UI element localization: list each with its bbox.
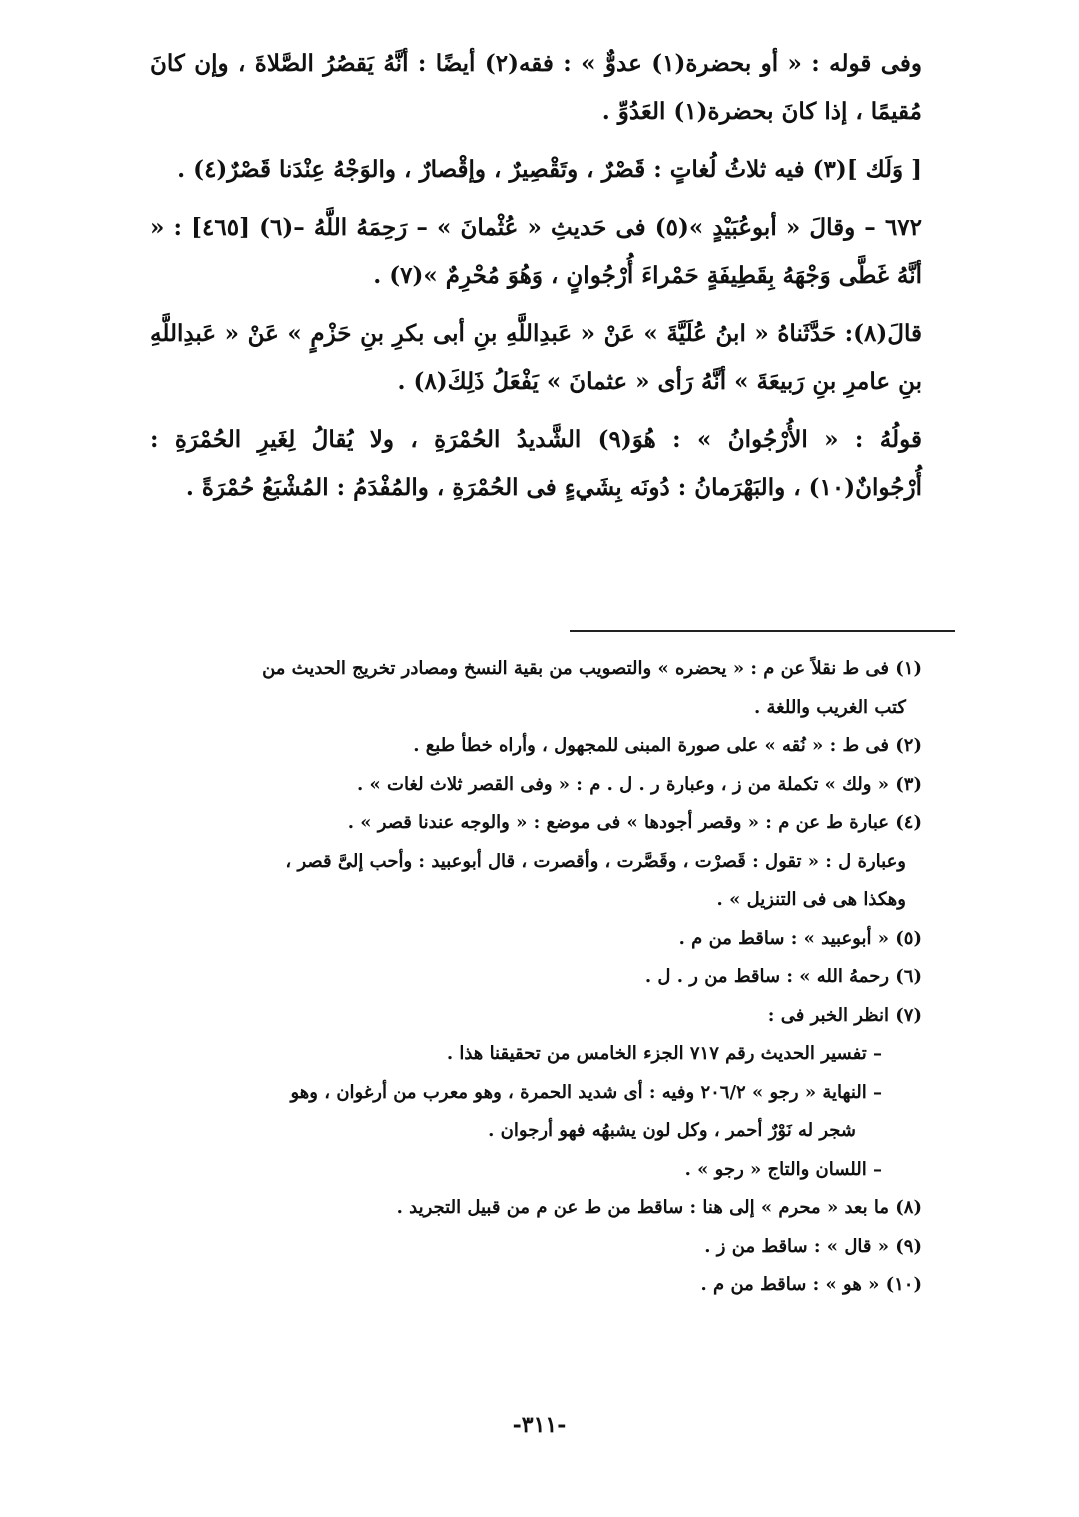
footnote-line: (٧) انظر الخبر فى : bbox=[767, 1004, 922, 1026]
footnote-line: (٩) « قال » : ساقط من ز . bbox=[704, 1235, 922, 1257]
footnote-line: (٥) « أبوعبيد » : ساقط من م . bbox=[678, 927, 922, 949]
footnote-line: (١٠) « هو » : ساقط من م . bbox=[700, 1274, 922, 1295]
footnotes bbox=[150, 650, 922, 1305]
footnote-line: شجر له نَوْرٌ أحمر ، وكل لون يشبهُه فهو أرجوان . bbox=[488, 1120, 856, 1141]
page-number: -٣١١- bbox=[512, 1412, 567, 1438]
footnote-line: (٢) فى ط : « نُقه » على صورة المبنى للمجهول ، وأراه خطأ طبع . bbox=[413, 735, 922, 756]
footnote-line: (٤) عبارة ط عن م : « وقصر أجودها » فى موضع : « والوجه عندنا قصر » . bbox=[347, 812, 922, 833]
footnote-line: – النهاية « رجو » ٢٠٦/٢ وفيه : أى شديد الحمرة ، وهو معرب من أرغوان ، وهو bbox=[290, 1081, 882, 1103]
paragraph-1: وفى قوله : « أو بحضرة(١) عدوٌّ » : فقه(٢) أيضًا : أنَّهُ يَقصُرُ الصَّلاةَ ، وإن كانَ مُقيمًا ، إذا كانَ بحضرة(١) العَدُوِّ . bbox=[150, 50, 923, 125]
paragraph-urjuwan: قولُهُ : « الأُرْجُوانُ » : هُوَ(٩) الشَّديدُ الحُمْرَةِ ، ولا يُقالُ لِغَيرِ الحُمْرَةِ : أُرْجُوانٌ(١٠) ، والبَهْرَمانُ : دُونَه بِشَيءٍ فى الحُمْرَةِ ، والمُفْدَمُ : المُشْبَعُ حُمْرَةً . bbox=[150, 426, 922, 501]
paragraph-hadith-672: ٦٧٢ – وقالَ « أبوعُبَيْدٍ »(٥) فى حَديثِ « عُثْمانَ » – رَحِمَهُ اللَّهُ –(٦) [٤٦٥] : « أنَّهُ غَطَّى وَجْهَهُ بِقَطِيفَةٍ حَمْراءَ أُرْجُوانٍ ، وَهُوَ مُحْرِمٌ »(٧) . bbox=[150, 214, 922, 289]
footnote-line: وعبارة ل : « تقول : قَصرْت ، وقَصَّرت ، وأقصرت ، قال أبوعبيد : وأحب إلىَّ قصر ، bbox=[285, 850, 906, 872]
footnote-line: (١) فى ط نقلاً عن م : « يحضره » والتصويب من بقية النسخ ومصادر تخريج الحديث من bbox=[262, 658, 922, 679]
footnote-divider bbox=[570, 630, 955, 632]
main-text bbox=[150, 40, 922, 522]
footnote-line: – تفسير الحديث رقم ٧١٧ الجزء الخامس من تحقيقنا هذا . bbox=[446, 1043, 882, 1064]
footnote-line: وهكذا هى فى التنزيل » . bbox=[716, 889, 906, 910]
footnote-line: (٣) « ولك » تكملة من ز ، وعبارة ر . ل . م : « وفى القصر ثلاث لغات » . bbox=[356, 773, 922, 795]
footnote-line: – اللسان والتاج « رجو » . bbox=[684, 1158, 882, 1180]
footnote-line: كتب الغريب واللغة . bbox=[754, 696, 906, 718]
paragraph-2: [ وَلَك ](٣) فيه ثلاثُ لُغاتٍ : قَصْرٌ ، وتَقْصِيرٌ ، وإقْصارٌ ، والوَجْهُ عِنْدَنا قَصْرٌ(٤) . bbox=[177, 156, 922, 183]
paragraph-isnad: قالَ(٨): حَدَّثَناهُ « ابنُ عُلَيَّةَ » عَنْ « عَبدِاللَّهِ بنِ أبى بكرِ بنِ حَزْمٍ » عَنْ « عَبدِاللَّهِ بنِ عامرِ بنِ رَبيعَةَ » أنَّهُ رَأى « عثمانَ » يَفْعَلُ ذَلِكَ(٨) . bbox=[150, 320, 922, 395]
footnote-line: (٨) ما بعد « محرم » إلى هنا : ساقط من ط عن م من قبيل التجريد . bbox=[396, 1197, 922, 1218]
footnote-line: (٦) رحمهُ الله » : ساقط من ر . ل . bbox=[644, 966, 922, 987]
